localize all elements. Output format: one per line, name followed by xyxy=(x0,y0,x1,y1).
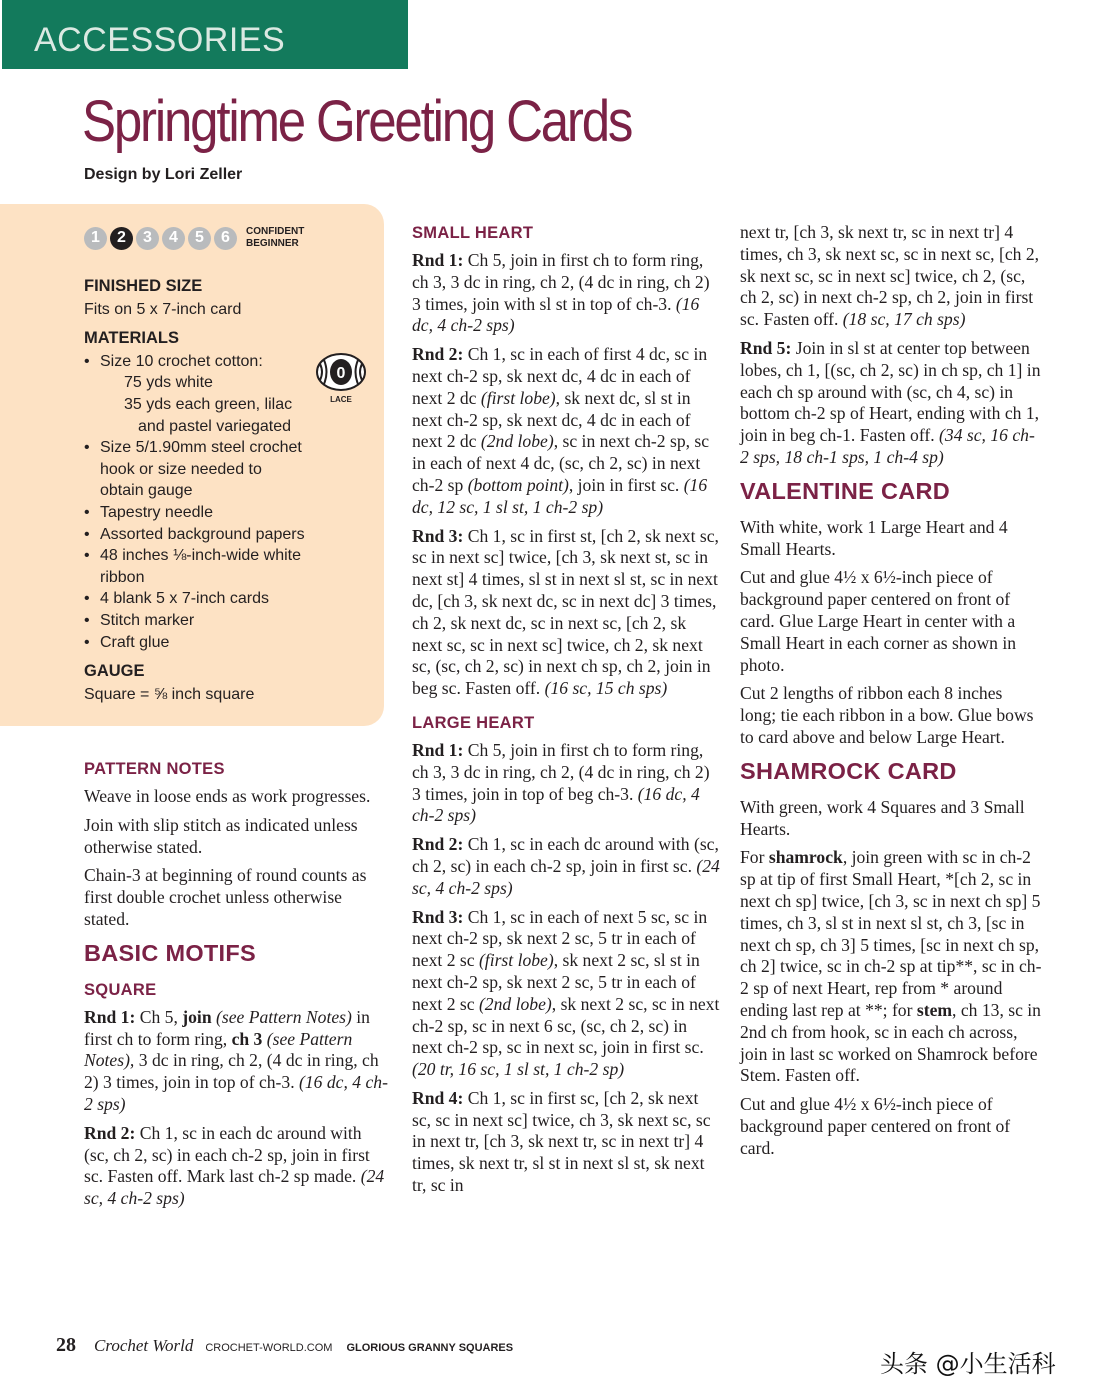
gauge-text: Square = ⅝ inch square xyxy=(84,685,255,703)
large-heart-round-1: Rnd 1: Ch 5, join in first ch to form ring, ch 3, 3 dc in ring, ch 2, (4 dc in ring, ch 2) 3 times, join in top of beg ch-3. (16 dc, 4 ch-2 sps) xyxy=(412,739,710,826)
small-heart-heading: SMALL HEART xyxy=(412,224,534,242)
skill-level-5: 5 xyxy=(188,227,211,250)
skill-level-3: 3 xyxy=(136,227,159,250)
basic-motifs-heading: BASIC MOTIFS xyxy=(84,939,257,966)
column-3 xyxy=(740,222,1042,1166)
small-heart-round-2: Rnd 2: Ch 1, sc in each of first 4 dc, sc in next ch-2 sp, sk next dc, 4 dc in each of next 2 dc (first lobe), sk next dc, sl st in next ch-2 sp, sk next dc, 4 dc in each of next 2 dc (2nd lobe), sc in next ch-2 sp, sc in each of next 4 dc, (sc, ch 2, sc) in next ch-2 sp (bottom point), join in first sc. (16 dc, 12 sc, 1 sl st, 1 ch-2 sp) xyxy=(412,344,710,517)
magazine-name: Crochet World xyxy=(94,1336,194,1355)
gauge-heading: GAUGE xyxy=(84,662,145,681)
small-heart-round-1: Rnd 1: Ch 5, join in first ch to form ring, ch 3, 3 dc in ring, ch 2, (4 dc in ring, ch 2) 3 times, join with sl st in top of ch-3. (16 dc, 4 ch-2 sps) xyxy=(412,250,710,336)
cotton-line: Size 10 crochet cotton: xyxy=(100,352,263,370)
large-heart-round-2: Rnd 2: Ch 1, sc in each dc around with (sc, ch 2, sc) in each ch-2 sp, join in first sc. (24 sc, 4 ch-2 sps) xyxy=(412,834,720,898)
section-tab: ACCESSORIES xyxy=(2,0,408,69)
column-2 xyxy=(412,222,720,1204)
cotton-colors-amount: 35 yds each green, lilac xyxy=(124,395,293,413)
square-round-2: Rnd 2: Ch 1, sc in each dc around with (sc, ch 2, sc) in each ch-2 sp, join in first sc. Fasten off. Mark last ch-2 sp made. (24 sc, 4 ch-2 sps) xyxy=(84,1122,385,1209)
shamrock-card-heading: SHAMROCK CARD xyxy=(740,757,957,784)
valentine-step: With white, work 1 Large Heart and 4 Small Hearts. xyxy=(740,516,1008,559)
materials-item: • Tapestry needle xyxy=(84,502,364,524)
materials-item xyxy=(84,545,364,588)
hook-line: obtain gauge xyxy=(100,482,193,500)
pattern-notes-heading: PATTERN NOTES xyxy=(84,760,225,778)
shamrock-step: For shamrock, join green with sc in ch-2 sp at tip of first Small Heart, *[ch 2, sc in next ch sp] twice, [ch 3, sc in next ch sp] 5 times, ch 3, sl st in next sl st, ch 3, [sc in next ch sp, ch 3] 5 times, [sc in next ch sp, ch 2] twice, sc in ch-2 sp at tip**, sc in ch-2 sp of next Heart, rep from * around ending last rep at **; for stem, ch 13, sc in 2nd ch from hook, sc in each ch across, join in last sc worked on Shamrock before Stem. Fasten off. xyxy=(740,847,1042,1086)
valentine-card-heading: VALENTINE CARD xyxy=(740,477,951,504)
page-footer xyxy=(56,1334,513,1357)
large-heart-round-4-continued: next tr, [ch 3, sk next tr, sc in next tr] 4 times, ch 3, sk next sc, sc in next sc, [ch 2, sk next sc, sc in next sc] twice, ch 2, (sc, ch 2, sc) in next ch-2 sp, ch 2, join in first sc. Fasten off. (18 sc, 17 ch sps) xyxy=(740,222,1040,330)
skill-label-line2: BEGINNER xyxy=(246,238,299,249)
large-heart-heading: LARGE HEART xyxy=(412,713,535,732)
materials-item: • Stitch marker xyxy=(84,610,364,632)
cotton-white-amount: 75 yds white xyxy=(124,374,213,392)
skill-level xyxy=(84,226,304,250)
materials-list xyxy=(84,351,364,653)
materials-heading: MATERIALS xyxy=(84,329,180,348)
skill-label-line1: CONFIDENT xyxy=(246,226,305,237)
ribbon-line: 48 inches ⅛-inch-wide white xyxy=(100,547,301,565)
shamrock-step: With green, work 4 Squares and 3 Small Hearts. xyxy=(740,796,1025,839)
square-heading: SQUARE xyxy=(84,980,157,999)
materials-item: • Assorted background papers xyxy=(84,524,364,546)
byline: Design by Lori Zeller xyxy=(84,166,243,183)
column-1 xyxy=(84,758,390,1217)
pattern-note: Chain-3 at beginning of round counts as first double crochet unless otherwise stated. xyxy=(84,865,367,929)
materials-item: • 4 blank 5 x 7-inch cards xyxy=(84,588,364,610)
cotton-variegated: and pastel variegated xyxy=(138,417,291,435)
skill-level-2: 2 xyxy=(110,227,133,250)
large-heart-round-4: Rnd 4: Ch 1, sc in first sc, [ch 2, sk next sc, sc in next sc] twice, ch 3, sk next sc, sc in next tr, [ch 3, sk next tr, sc in next tr] 4 times, sk next tr, sl st in next sl st, sk next tr, sc in xyxy=(412,1087,711,1196)
sidebar-content xyxy=(84,276,364,713)
valentine-step: Cut and glue 4½ x 6½-inch piece of background paper centered on front of card. Glue Large Heart in center with a Small Heart in each corner as shown in photo. xyxy=(740,567,1017,675)
page-number: 28 xyxy=(56,1334,76,1356)
large-heart-round-3: Rnd 3: Ch 1, sc in each of next 5 sc, sc in next ch-2 sp, sk next 2 sc, 5 tr in each of next 2 sc (first lobe), sk next 2 sc, sl st in next ch-2 sp, sk next 2 sc, 5 tr in each of next 2 sc (2nd lobe), sk next 2 sc, sc in next ch-2 sp, sc in next 6 sc, (sc, ch 2, sc) in next ch-2 sp, sc in next sc, join in first sc. (20 tr, 16 sc, 1 sl st, 1 ch-2 sp) xyxy=(412,906,720,1080)
skill-level-label xyxy=(246,226,304,250)
issue-title: GLORIOUS GRANNY SQUARES xyxy=(346,1342,514,1354)
skill-level-4: 4 xyxy=(162,227,185,250)
ribbon-line: ribbon xyxy=(100,568,145,586)
skill-level-6: 6 xyxy=(214,227,237,250)
shamrock-step: Cut and glue 4½ x 6½-inch piece of background paper centered on front of card. xyxy=(740,1094,1011,1158)
pattern-note: Join with slip stitch as indicated unless otherwise stated. xyxy=(84,814,358,857)
materials-item xyxy=(84,351,364,437)
materials-item: • Craft glue xyxy=(84,632,364,654)
small-heart-round-3: Rnd 3: Ch 1, sc in first st, [ch 2, sk next sc, sc in next sc] twice, [ch 3, sk next st, sc in next st] 4 times, sl st in next sl st, sc in next dc, [ch 3, sk next dc, sc in next dc] 3 times, ch 2, sk next dc, sc in next sc, [ch 2, sk next sc, sc in next sc] twice, ch 2, sk next sc, (sc, ch 2, sc) in next ch sp, ch 2, join in beg sc. Fasten off. (16 sc, 15 ch sps) xyxy=(412,525,719,699)
valentine-step: Cut 2 lengths of ribbon each 8 inches long; tie each ribbon in a bow. Glue bows to card above and below Large Heart. xyxy=(740,683,1034,747)
page-title: Springtime Greeting Cards xyxy=(82,89,632,154)
materials-item xyxy=(84,437,364,502)
yarn-weight-label: LACE xyxy=(330,395,352,404)
hook-line: Size 5/1.90mm steel crochet xyxy=(100,439,302,457)
skill-level-1: 1 xyxy=(84,227,107,250)
website-link[interactable]: CROCHET-WORLD.COM xyxy=(205,1342,333,1354)
pattern-note: Weave in loose ends as work progresses. xyxy=(84,786,371,806)
large-heart-round-5: Rnd 5: Join in sl st at center top between lobes, ch 1, [(sc, ch 2, sc) in ch sp, ch 1] in each ch sp around with (sc, ch 4, sc) in bottom ch-2 sp of Heart, ending with ch 1, join in beg ch-1. Fasten off. (34 sc, 16 ch-2 sps, 18 ch-1 sps, 1 ch-4 sp) xyxy=(740,337,1041,467)
square-round-1: Rnd 1: Ch 5, join (see Pattern Notes) in first ch to form ring, ch 3 (see Pattern Notes), 3 dc in ring, ch 2, (4 dc in ring, ch 2) 3 times, join in top of ch-3. (16 dc, 4 ch-2 sps) xyxy=(84,1006,388,1114)
yarn-weight-number: 0 xyxy=(336,365,346,382)
watermark: 头条 @小生活科 xyxy=(880,1350,1056,1378)
hook-line: hook or size needed to xyxy=(100,460,262,478)
finished-size-text: Fits on 5 x 7-inch card xyxy=(84,300,242,318)
finished-size-heading: FINISHED SIZE xyxy=(84,277,203,295)
